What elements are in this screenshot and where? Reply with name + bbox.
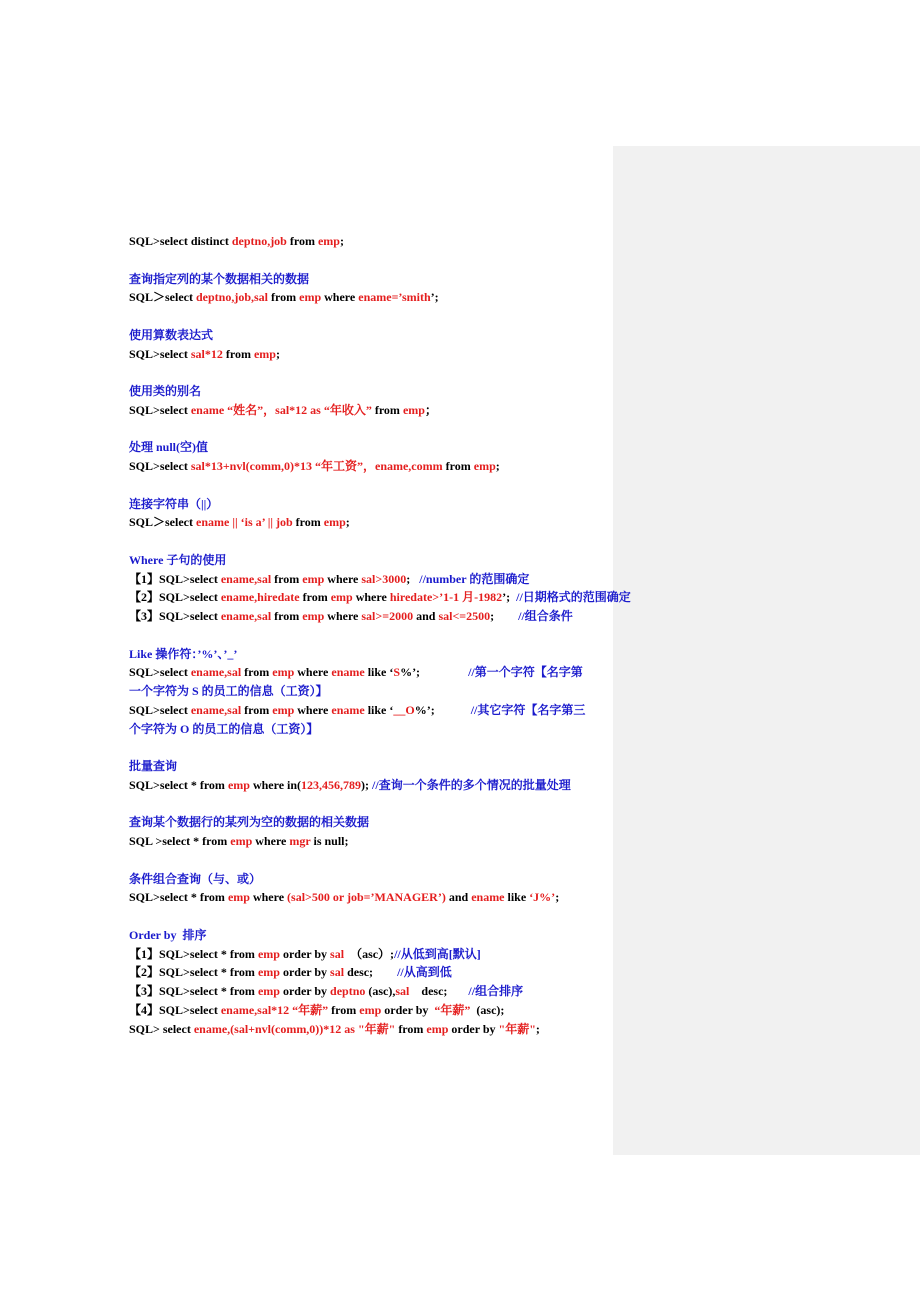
sql-text: SQL> select <box>129 1021 194 1036</box>
sql-text: SQL>select distinct <box>129 234 232 248</box>
sql-highlight: 123,456,789 <box>301 777 362 792</box>
blank-line <box>129 532 729 551</box>
sql-highlight: deptno,job,sal <box>196 290 269 305</box>
sql-text: SQL>select <box>129 402 191 417</box>
section-heading <box>129 720 729 739</box>
sql-text: from <box>241 702 273 717</box>
sql-text: from <box>271 571 303 586</box>
blank-line <box>129 626 729 645</box>
sql-text: where <box>324 571 362 586</box>
comment-text: //第一个字符【名字第 <box>468 665 583 680</box>
sql-text: where <box>249 890 288 905</box>
sql-highlight: emp <box>302 571 325 586</box>
comment-text: //其它字符【名字第三 <box>470 702 586 717</box>
sql-text: from <box>271 609 303 623</box>
heading-text: 使用类的别名 <box>129 384 202 398</box>
sql-text: SQL>select <box>129 459 191 473</box>
sql-text: where <box>294 665 332 680</box>
sql-text: from <box>299 590 331 605</box>
sql-text: (asc), <box>365 984 396 998</box>
code-line <box>129 701 729 720</box>
sql-text: （asc）; <box>344 946 395 961</box>
heading-text: Order by 排序 <box>129 927 207 942</box>
sql-text: ; <box>490 609 519 623</box>
sql-highlight: sal <box>330 965 345 980</box>
section-heading <box>129 813 729 832</box>
sql-text: 【1】SQL>select * from <box>129 946 258 961</box>
sql-highlight: ename,sal <box>220 571 272 586</box>
code-line <box>129 663 729 682</box>
sql-highlight: hiredate>’1-1 月-1982 <box>389 590 503 605</box>
sql-text: SQL>select <box>129 665 191 680</box>
sql-highlight: sal*13+nvl(comm,0)*13 “年工资”，ename,comm <box>190 459 443 473</box>
comment-text: //从高到低 <box>397 965 452 980</box>
sql-highlight: ename <box>331 702 365 717</box>
heading-text: 查询指定列的某个数据相关的数据 <box>129 271 310 286</box>
sql-text: ’; <box>430 290 439 305</box>
sql-highlight: emp <box>473 459 496 473</box>
code-line <box>129 401 729 420</box>
sql-text: order by <box>279 965 331 980</box>
sql-text: order by <box>279 984 331 998</box>
sql-highlight: sal>3000 <box>361 571 407 586</box>
section-heading <box>129 682 729 701</box>
heading-text: Like 操作符：’%’、’_’ <box>129 646 238 661</box>
sql-text: (asc); <box>470 1002 505 1017</box>
section-heading <box>129 926 729 945</box>
sql-highlight: deptno <box>330 984 366 998</box>
section-heading <box>129 551 729 570</box>
sql-highlight: ename “姓名”，sal*12 as “年收入” <box>190 402 372 417</box>
sql-text: from <box>286 234 318 248</box>
section-heading <box>129 270 729 289</box>
sql-text: where in( <box>249 777 302 792</box>
code-line <box>129 607 729 626</box>
sql-text: SQL >select * from <box>129 834 231 848</box>
sql-text: from <box>395 1021 427 1036</box>
sql-text: 【2】SQL>select <box>129 590 221 605</box>
comment-text: //组合条件 <box>518 609 573 623</box>
sql-highlight: sal<=2500 <box>438 609 491 623</box>
sql-text: ; <box>495 459 500 473</box>
sql-highlight: ename=’smith <box>358 290 431 305</box>
code-line <box>129 513 729 532</box>
code-line <box>129 888 729 907</box>
blank-line <box>129 363 729 382</box>
sql-text: %’; <box>414 702 471 717</box>
heading-text: 个字符为 O 的员工的信息（工资）】 <box>129 721 319 736</box>
sql-highlight: ename,sal <box>190 665 242 680</box>
sql-highlight: ename,sal <box>190 702 242 717</box>
sql-highlight: ename,(sal+nvl(comm,0))*12 as "年薪" <box>193 1021 396 1036</box>
sql-text: like <box>504 890 530 905</box>
sql-text: and <box>445 890 472 905</box>
sql-highlight: emp <box>317 234 340 248</box>
sql-highlight: emp <box>253 346 276 361</box>
comment-text: //日期格式的范围确定 <box>516 590 631 605</box>
sql-text: %’; <box>400 665 469 680</box>
sql-text: SQL>select <box>129 702 191 717</box>
sql-text: ; <box>345 515 350 530</box>
sql-text: from <box>371 402 403 417</box>
sql-text: where <box>321 290 359 305</box>
heading-text: 连接字符串（||） <box>129 496 219 511</box>
sql-text: order by <box>279 946 331 961</box>
sql-text: ; <box>275 346 280 361</box>
comment-text: //组合排序 <box>468 984 524 998</box>
sql-text: like ‘ <box>364 702 394 717</box>
code-line <box>129 776 729 795</box>
blank-line <box>129 851 729 870</box>
sql-text: order by <box>448 1021 499 1036</box>
section-heading <box>129 326 729 345</box>
sql-highlight: emp <box>323 515 346 530</box>
sql-text: where <box>294 702 332 717</box>
blank-line <box>129 420 729 439</box>
sql-text: and <box>413 609 439 623</box>
sql-text: 【1】SQL>select <box>129 571 221 586</box>
heading-text: 处理 null(空)值 <box>129 440 209 455</box>
sql-highlight: “年薪” <box>434 1002 471 1017</box>
sql-text: ; <box>555 890 560 905</box>
sql-text: 【2】SQL>select * from <box>129 965 258 980</box>
sql-text: from <box>442 459 474 473</box>
sql-highlight: mgr <box>289 834 311 848</box>
sql-text: ; <box>535 1021 540 1036</box>
sql-text: where <box>252 834 290 848</box>
code-line <box>129 288 729 307</box>
heading-text: 一个字符为 S 的员工的信息（工资）】 <box>129 684 328 698</box>
comment-text: //number 的范围确定 <box>419 571 530 586</box>
sql-highlight: __O <box>393 702 415 717</box>
sql-highlight: emp <box>257 984 280 998</box>
code-line <box>129 1001 729 1020</box>
sql-text: is null; <box>310 834 349 848</box>
section-heading <box>129 645 729 664</box>
sql-highlight: sal <box>330 946 345 961</box>
section-heading <box>129 757 729 776</box>
sql-text: ); <box>361 777 373 792</box>
code-line <box>129 945 729 964</box>
sql-text: desc; <box>344 965 398 980</box>
sql-text: ； <box>424 402 437 417</box>
sql-text: ’; <box>502 590 517 605</box>
sql-text: SQL>select * from <box>129 777 228 792</box>
code-line <box>129 1020 729 1039</box>
sql-highlight: ename || ‘is a’ || job <box>196 515 293 530</box>
code-line <box>129 457 729 476</box>
code-line <box>129 232 729 251</box>
blank-line <box>129 795 729 814</box>
blank-line <box>129 476 729 495</box>
sql-highlight: emp <box>330 590 353 605</box>
blank-line <box>129 251 729 270</box>
sql-highlight: ‘J%’ <box>529 890 556 905</box>
section-heading <box>129 870 729 889</box>
sql-text: 【3】SQL>select * from <box>129 984 258 998</box>
sql-text: from <box>328 1002 360 1017</box>
sql-highlight: ename,sal*12 “年薪” <box>220 1002 329 1017</box>
sql-highlight: emp <box>302 609 325 623</box>
sql-highlight: emp <box>299 290 322 305</box>
document-body <box>129 232 729 1038</box>
sql-highlight: ename <box>471 890 505 905</box>
sql-highlight: emp <box>402 402 425 417</box>
heading-text: 使用算数表达式 <box>129 327 214 342</box>
sql-text: where <box>324 609 362 623</box>
sql-highlight: emp <box>359 1002 382 1017</box>
sql-text: SQL＞select <box>129 290 196 305</box>
section-heading <box>129 382 729 401</box>
sql-text: from <box>241 665 273 680</box>
sql-highlight: deptno,job <box>231 234 287 248</box>
sql-highlight: S <box>393 665 401 680</box>
sql-text: from <box>292 515 324 530</box>
sql-highlight: ename,sal <box>220 609 272 623</box>
sql-highlight: ename <box>331 665 365 680</box>
sql-text: 【3】SQL>select <box>129 609 221 623</box>
sql-highlight: emp <box>272 665 295 680</box>
sql-highlight: emp <box>227 777 250 792</box>
code-line <box>129 345 729 364</box>
heading-text: 条件组合查询（与、或） <box>129 871 262 886</box>
sql-highlight: emp <box>227 890 250 905</box>
code-line <box>129 982 729 1001</box>
sql-highlight: emp <box>230 834 253 848</box>
sql-highlight: emp <box>257 946 280 961</box>
sql-text: SQL＞select <box>129 515 196 530</box>
section-heading <box>129 438 729 457</box>
sql-text: ; <box>406 571 420 586</box>
sql-highlight: "年薪" <box>498 1021 536 1036</box>
sql-text: from <box>222 346 254 361</box>
sql-highlight: (sal>500 or job=’MANAGER’) <box>287 890 446 905</box>
sql-text: SQL>select * from <box>129 890 228 905</box>
code-line <box>129 570 729 589</box>
section-heading <box>129 495 729 514</box>
heading-text: 批量查询 <box>129 759 178 773</box>
blank-line <box>129 307 729 326</box>
heading-text: Where 子句的使用 <box>129 552 227 567</box>
sql-highlight: emp <box>426 1021 449 1036</box>
sql-highlight: emp <box>257 965 280 980</box>
sql-text: desc; <box>409 984 469 998</box>
comment-text: //查询一个条件的多个情况的批量处理 <box>372 777 571 792</box>
blank-line <box>129 738 729 757</box>
sql-text: order by <box>381 1002 435 1017</box>
code-line <box>129 963 729 982</box>
sql-highlight: sal*12 <box>190 346 223 361</box>
sql-highlight: emp <box>272 702 295 717</box>
sql-highlight: sal <box>395 984 410 998</box>
comment-text: //从低到高[默认] <box>394 946 481 961</box>
sql-highlight: ename,hiredate <box>220 590 300 605</box>
sql-text: like ‘ <box>364 665 394 680</box>
code-line <box>129 832 729 851</box>
sql-highlight: sal>=2000 <box>361 609 414 623</box>
code-line <box>129 588 729 607</box>
heading-text: 查询某个数据行的某列为空的数据的相关数据 <box>129 815 370 830</box>
sql-text: from <box>268 290 300 305</box>
sql-text: ; <box>339 234 344 248</box>
blank-line <box>129 907 729 926</box>
sql-text: where <box>352 590 390 605</box>
sql-text: SQL>select <box>129 346 191 361</box>
sql-text: 【4】SQL>select <box>129 1002 221 1017</box>
